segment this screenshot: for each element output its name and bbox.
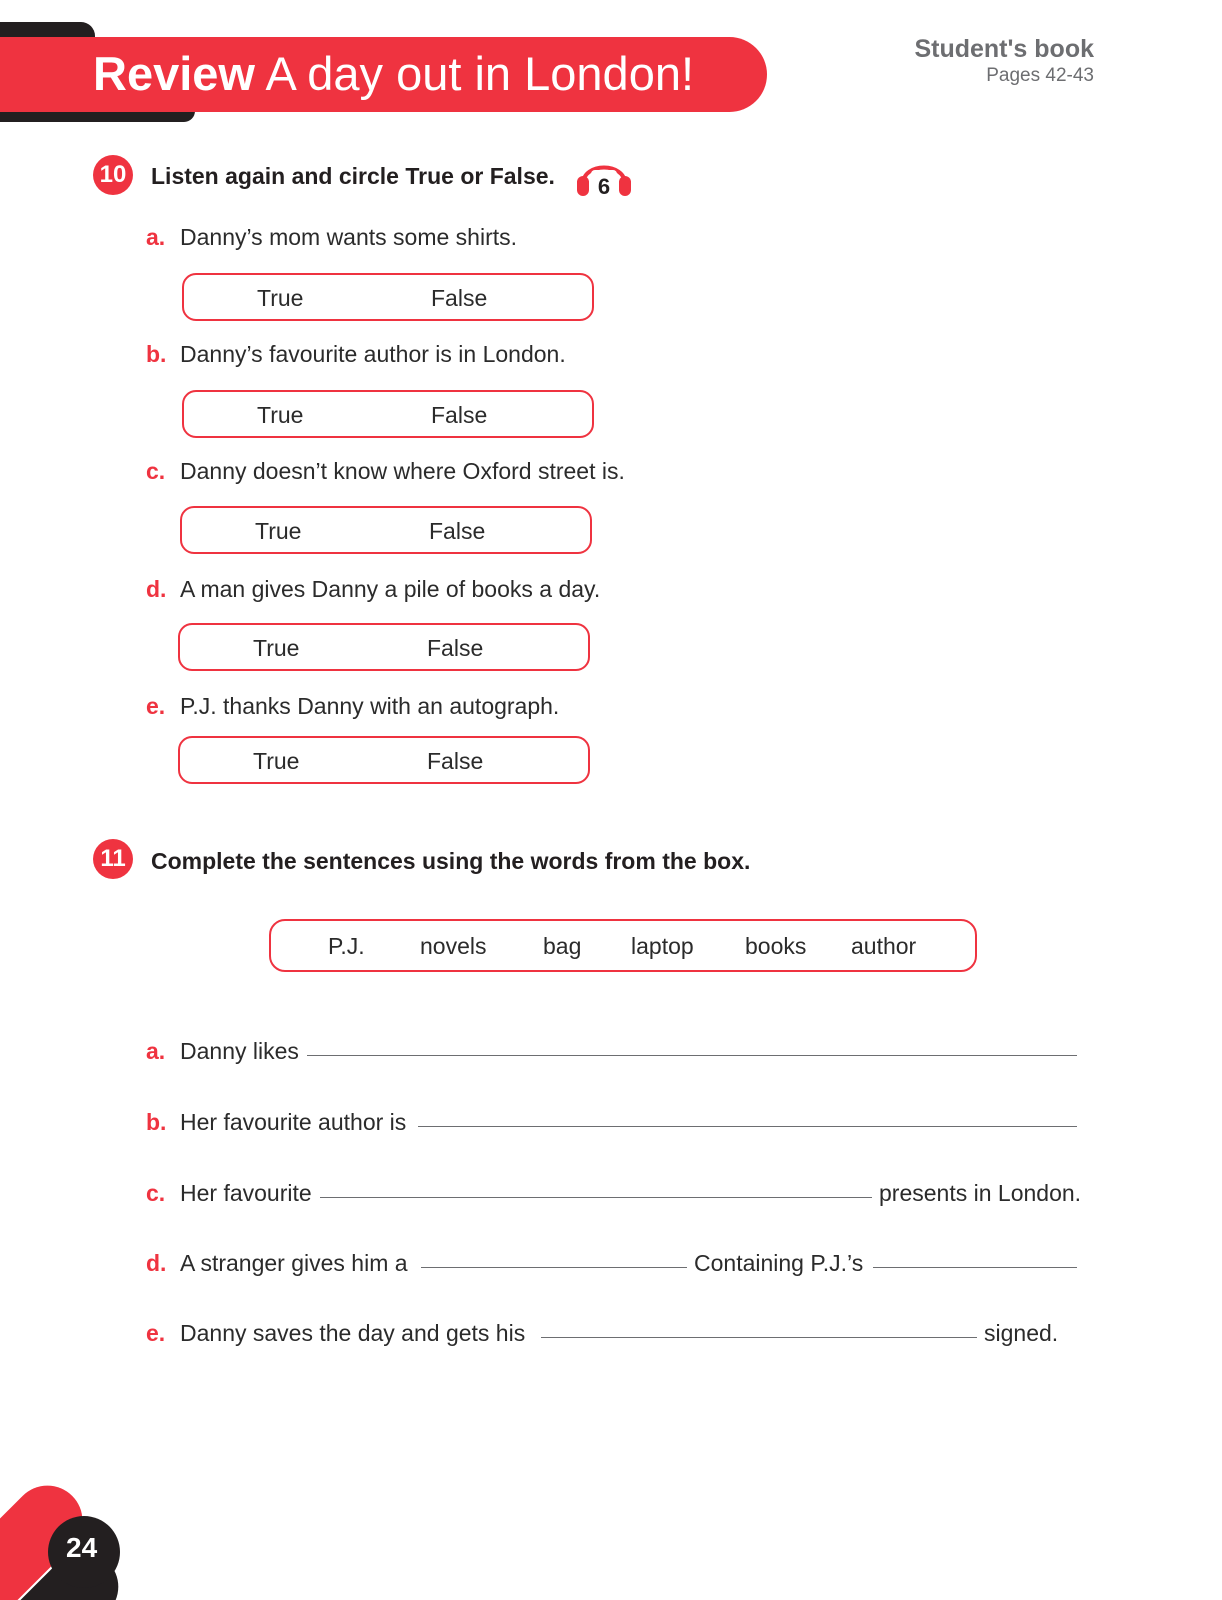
true-false-box <box>178 623 590 671</box>
word-box-word: bag <box>543 933 582 959</box>
option-true[interactable]: True <box>257 402 304 428</box>
answer-blank[interactable] <box>418 1126 1077 1127</box>
word-box-word: books <box>745 933 807 959</box>
list-item: b. Danny’s favourite author is in London. <box>146 341 566 367</box>
list-item: d. A man gives Danny a pile of books a day. <box>146 576 601 602</box>
true-false-box <box>178 736 590 784</box>
sentence-item: d. A stranger gives him a <box>146 1250 408 1276</box>
page-number: 24 <box>66 1532 98 1563</box>
true-false-box <box>180 506 592 554</box>
list-item: e. P.J. thanks Danny with an autograph. <box>146 693 560 719</box>
list-item: a. Danny’s mom wants some shirts. <box>146 224 518 250</box>
book-pages: Pages 42-43 <box>986 65 1094 86</box>
sentence-middle: Containing P.J.’s <box>694 1250 864 1276</box>
exercise-instruction: Listen again and circle True or False. <box>151 163 555 189</box>
exercise-instruction: Complete the sentences using the words from the box. <box>151 848 751 874</box>
book-reference <box>914 34 1094 88</box>
option-false[interactable]: False <box>427 748 484 774</box>
headphones-icon <box>575 154 633 200</box>
list-item: c. Danny doesn’t know where Oxford street is. <box>146 458 625 484</box>
option-true[interactable]: True <box>257 285 304 311</box>
option-true[interactable]: True <box>253 748 300 774</box>
answer-blank[interactable] <box>541 1337 977 1338</box>
track-number: 6 <box>597 174 611 199</box>
sentence-ending: presents in London. <box>879 1180 1082 1206</box>
option-true[interactable]: True <box>253 635 300 661</box>
sentence-item: b. Her favourite author is <box>146 1109 407 1135</box>
true-false-box <box>182 273 594 321</box>
page-title: Review A day out in London! <box>93 47 695 100</box>
exercise-number: 10 <box>93 155 133 195</box>
option-false[interactable]: False <box>431 285 488 311</box>
word-box-word: author <box>851 933 917 959</box>
word-box-word: P.J. <box>328 933 365 959</box>
option-false[interactable]: False <box>429 518 486 544</box>
sentence-item: a. Danny likes <box>146 1038 299 1064</box>
answer-blank[interactable] <box>421 1267 687 1268</box>
true-false-box <box>182 390 594 438</box>
option-true[interactable]: True <box>255 518 302 544</box>
sentence-item: c. Her favourite <box>146 1180 312 1206</box>
answer-blank[interactable] <box>873 1267 1077 1268</box>
option-false[interactable]: False <box>427 635 484 661</box>
answer-blank[interactable] <box>320 1197 872 1198</box>
book-title: Student's book <box>914 35 1094 63</box>
word-box <box>269 919 977 972</box>
sentence-item: e. Danny saves the day and gets his <box>146 1320 526 1346</box>
sentence-ending: signed. <box>984 1320 1059 1346</box>
answer-blank[interactable] <box>307 1055 1077 1056</box>
word-box-word: laptop <box>631 933 694 959</box>
exercise-number: 11 <box>93 839 133 879</box>
word-box-word: novels <box>420 933 487 959</box>
option-false[interactable]: False <box>431 402 488 428</box>
